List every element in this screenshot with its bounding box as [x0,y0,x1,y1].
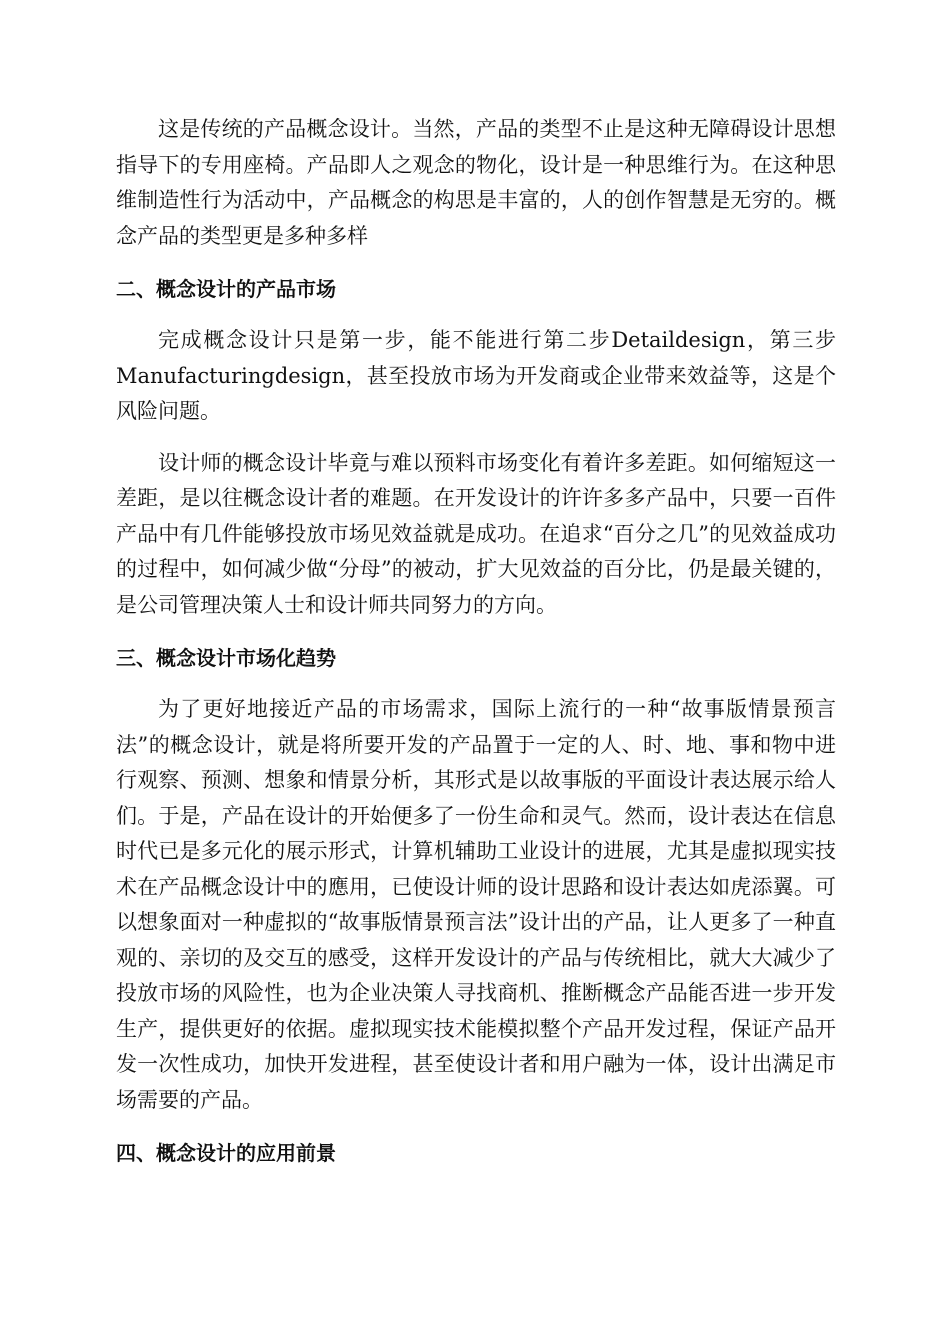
paragraph-market-gap: 设计师的概念设计毕竟与难以预料市场变化有着许多差距。如何缩短这一差距，是以往概念设计者的难题。在开发设计的许许多多产品中，只要一百件产品中有几件能够投放市场见效益就是成功。在追求“百分之几”的见效益成功的过程中，如何减少做“分母”的被动，扩大见效益的百分比，仍是最关键的，是公司管理决策人士和设计师共同努力的方向。 [116,450,836,617]
paragraph-design-steps: 完成概念设计只是第一步，能不能进行第二步Detaildesign，第三步Manufacturingdesign，甚至投放市场为开发商或企业带来效益等，这是个风险问题。 [116,328,836,423]
section-heading-application-prospects: 四、概念设计的应用前景 [116,1141,336,1165]
paragraph-traditional-concept-design: 这是传统的产品概念设计。当然，产品的类型不止是这种无障碍设计思想指导下的专用座椅。产品即人之观念的物化，设计是一种思维行为。在这种思维制造性行为活动中，产品概念的构思是丰富的，人的创作智慧是无穷的。概念产品的类型更是多种多样 [116,117,836,248]
section-heading-product-market: 二、概念设计的产品市场 [116,277,336,301]
section-heading-market-trend: 三、概念设计市场化趋势 [116,646,336,670]
paragraph-storyboard-method: 为了更好地接近产品的市场需求，国际上流行的一种“故事版情景预言法”的概念设计，就是将所要开发的产品置于一定的人、时、地、事和物中进行观察、预测、想象和情景分析，其形式是以故事版的平面设计表达展示给人们。于是，产品在设计的开始便多了一份生命和灵气。然而，设计表达在信息时代已是多元化的展示形式，计算机辅助工业设计的进展，尤其是虚拟现实技术在产品概念设计中的應用，已使设计师的设计思路和设计表达如虎添翼。可以想象面对一种虚拟的“故事版情景预言法”设计出的产品，让人更多了一种直观的、亲切的及交互的感受，这样开发设计的产品与传统相比，就大大减少了投放市场的风险性，也为企业决策人寻找商机、推断概念产品能否进一步开发生产，提供更好的依据。虚拟现实技术能模拟整个产品开发过程，保证产品开发一次性成功，加快开发进程，甚至使设计者和用户融为一体，设计出满足市场需要的产品。 [116,697,836,1112]
document-page [116,112,836,1171]
